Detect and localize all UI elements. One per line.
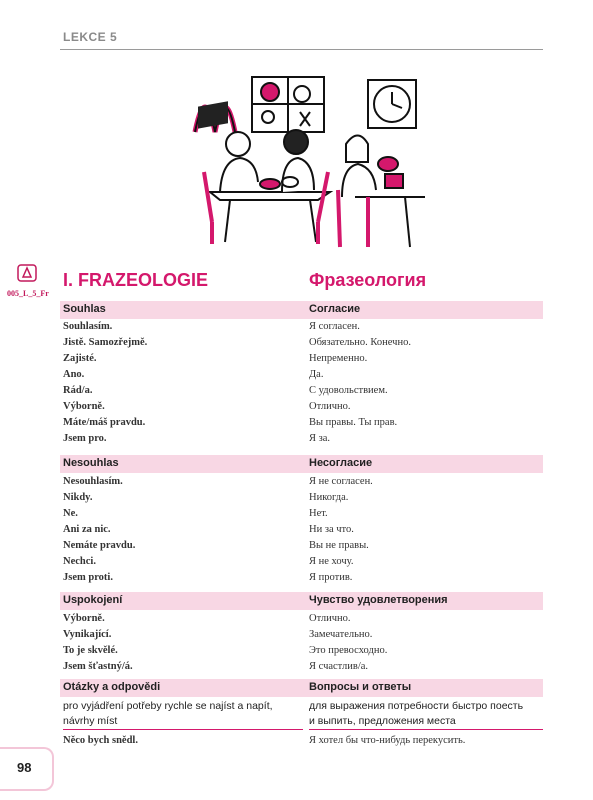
phrase-cz: Ano.: [63, 369, 85, 380]
phrase-row: [60, 555, 543, 571]
phrase-ru: Я согласен.: [309, 321, 360, 332]
group-header-uspokojeni: [60, 592, 543, 610]
phrase-cz: Jsem pro.: [63, 433, 107, 444]
phrase-row: [60, 320, 543, 336]
group-header-ru: Чувство удовлетворения: [309, 594, 448, 606]
section-title-ru: Фразеология: [309, 270, 427, 290]
note-cz-line1: pro vyjádření potřeby rychle se najíst a napít,: [63, 700, 273, 712]
phrase-ru: Обязательно. Конечно.: [309, 337, 411, 348]
phrase-cz: Souhlasím.: [63, 321, 113, 332]
phrase-cz: Ani za nic.: [63, 524, 111, 535]
phrase-cz: Nechci.: [63, 556, 96, 567]
phrase-cz: Zajisté.: [63, 353, 97, 364]
note-ru-line2: и выпить, предложения места: [309, 715, 456, 727]
phrase-cz: Výborně.: [63, 401, 105, 412]
phrase-cz: Jsem proti.: [63, 572, 113, 583]
phrase-ru: Я против.: [309, 572, 353, 583]
phrase-cz: Ne.: [63, 508, 78, 519]
phrase-ru: Вы не правы.: [309, 540, 369, 551]
group-header-otazky: [60, 679, 543, 697]
phrase-row: [60, 432, 543, 448]
phrase-ru: Отлично.: [309, 613, 351, 624]
phrase-row: [60, 384, 543, 400]
note-cz-underline: [63, 729, 303, 730]
note-cz-line2: návrhy míst: [63, 715, 118, 727]
speaker-icon: [16, 263, 38, 283]
audio-track-label: 005_L_5_Fr: [7, 289, 49, 298]
phrase-cz: Nikdy.: [63, 492, 93, 503]
phrase-row: [60, 336, 543, 352]
phrase-row: [60, 644, 543, 660]
phrase-cz: Něco bych snědl.: [63, 735, 138, 746]
phrase-cz: Jsem šťastný/á.: [63, 661, 133, 672]
group-header-ru: Согласие: [309, 303, 361, 315]
group-header-cz: Souhlas: [63, 303, 106, 315]
phrase-row: [60, 400, 543, 416]
note-ru-line1: для выражения потребности быстро поесть: [309, 700, 524, 712]
cafe-illustration: [190, 72, 435, 252]
phrase-cz: Nemáte pravdu.: [63, 540, 136, 551]
phrase-row: [60, 523, 543, 539]
phrase-row: [60, 368, 543, 384]
phrase-cz: Jistě. Samozřejmě.: [63, 337, 148, 348]
phrase-cz: Výborně.: [63, 613, 105, 624]
phrase-row: [60, 628, 543, 644]
phrase-ru: Нет.: [309, 508, 328, 519]
phrase-row: [60, 475, 543, 491]
group-header-souhlas: [60, 301, 543, 319]
phrase-row: [60, 612, 543, 628]
phrase-cz: Rád/a.: [63, 385, 93, 396]
phrase-ru: Отлично.: [309, 401, 351, 412]
group-header-cz: Uspokojení: [63, 594, 123, 606]
phrase-ru: Да.: [309, 369, 324, 380]
group-header-ru: Вопросы и ответы: [309, 681, 412, 693]
group-header-cz: Otázky a odpovědi: [63, 681, 161, 693]
phrase-cz: Máte/máš pravdu.: [63, 417, 146, 428]
phrase-ru: Ни за что.: [309, 524, 354, 535]
note-ru-underline: [309, 729, 543, 730]
phrase-ru: Я счастлив/а.: [309, 661, 369, 672]
phrase-row: [60, 352, 543, 368]
phrase-cz: Nesouhlasím.: [63, 476, 123, 487]
phrase-ru: С удовольствием.: [309, 385, 388, 396]
group-header-ru: Несогласие: [309, 457, 373, 469]
phrase-row: [60, 660, 543, 676]
header-divider: [60, 49, 543, 50]
group-header-nesouhlas: [60, 455, 543, 473]
lesson-header: LEKCE 5: [63, 30, 118, 44]
phrase-ru: Я не хочу.: [309, 556, 354, 567]
phrase-row: [60, 734, 543, 750]
phrase-ru: Непременно.: [309, 353, 368, 364]
phrase-ru: Вы правы. Ты прав.: [309, 417, 398, 428]
phrase-row: [60, 507, 543, 523]
page-number: 98: [17, 760, 32, 775]
section-title-cz: I. FRAZEOLOGIE: [63, 270, 209, 290]
phrase-cz: To je skvělé.: [63, 645, 118, 656]
note-ru: [309, 699, 523, 729]
phrase-ru: Никогда.: [309, 492, 349, 503]
audio-track[interactable]: [7, 263, 47, 298]
phrase-row: [60, 416, 543, 432]
note-cz: [63, 699, 273, 729]
phrase-row: [60, 571, 543, 587]
phrase-ru: Замечательно.: [309, 629, 373, 640]
phrase-ru: Я не согласен.: [309, 476, 373, 487]
phrase-row: [60, 539, 543, 555]
phrase-cz: Vynikající.: [63, 629, 112, 640]
phrase-row: [60, 491, 543, 507]
group-header-cz: Nesouhlas: [63, 457, 119, 469]
phrase-ru: Это превосходно.: [309, 645, 388, 656]
phrase-ru: Я хотел бы что-нибудь перекусить.: [309, 735, 466, 746]
phrase-ru: Я за.: [309, 433, 331, 444]
